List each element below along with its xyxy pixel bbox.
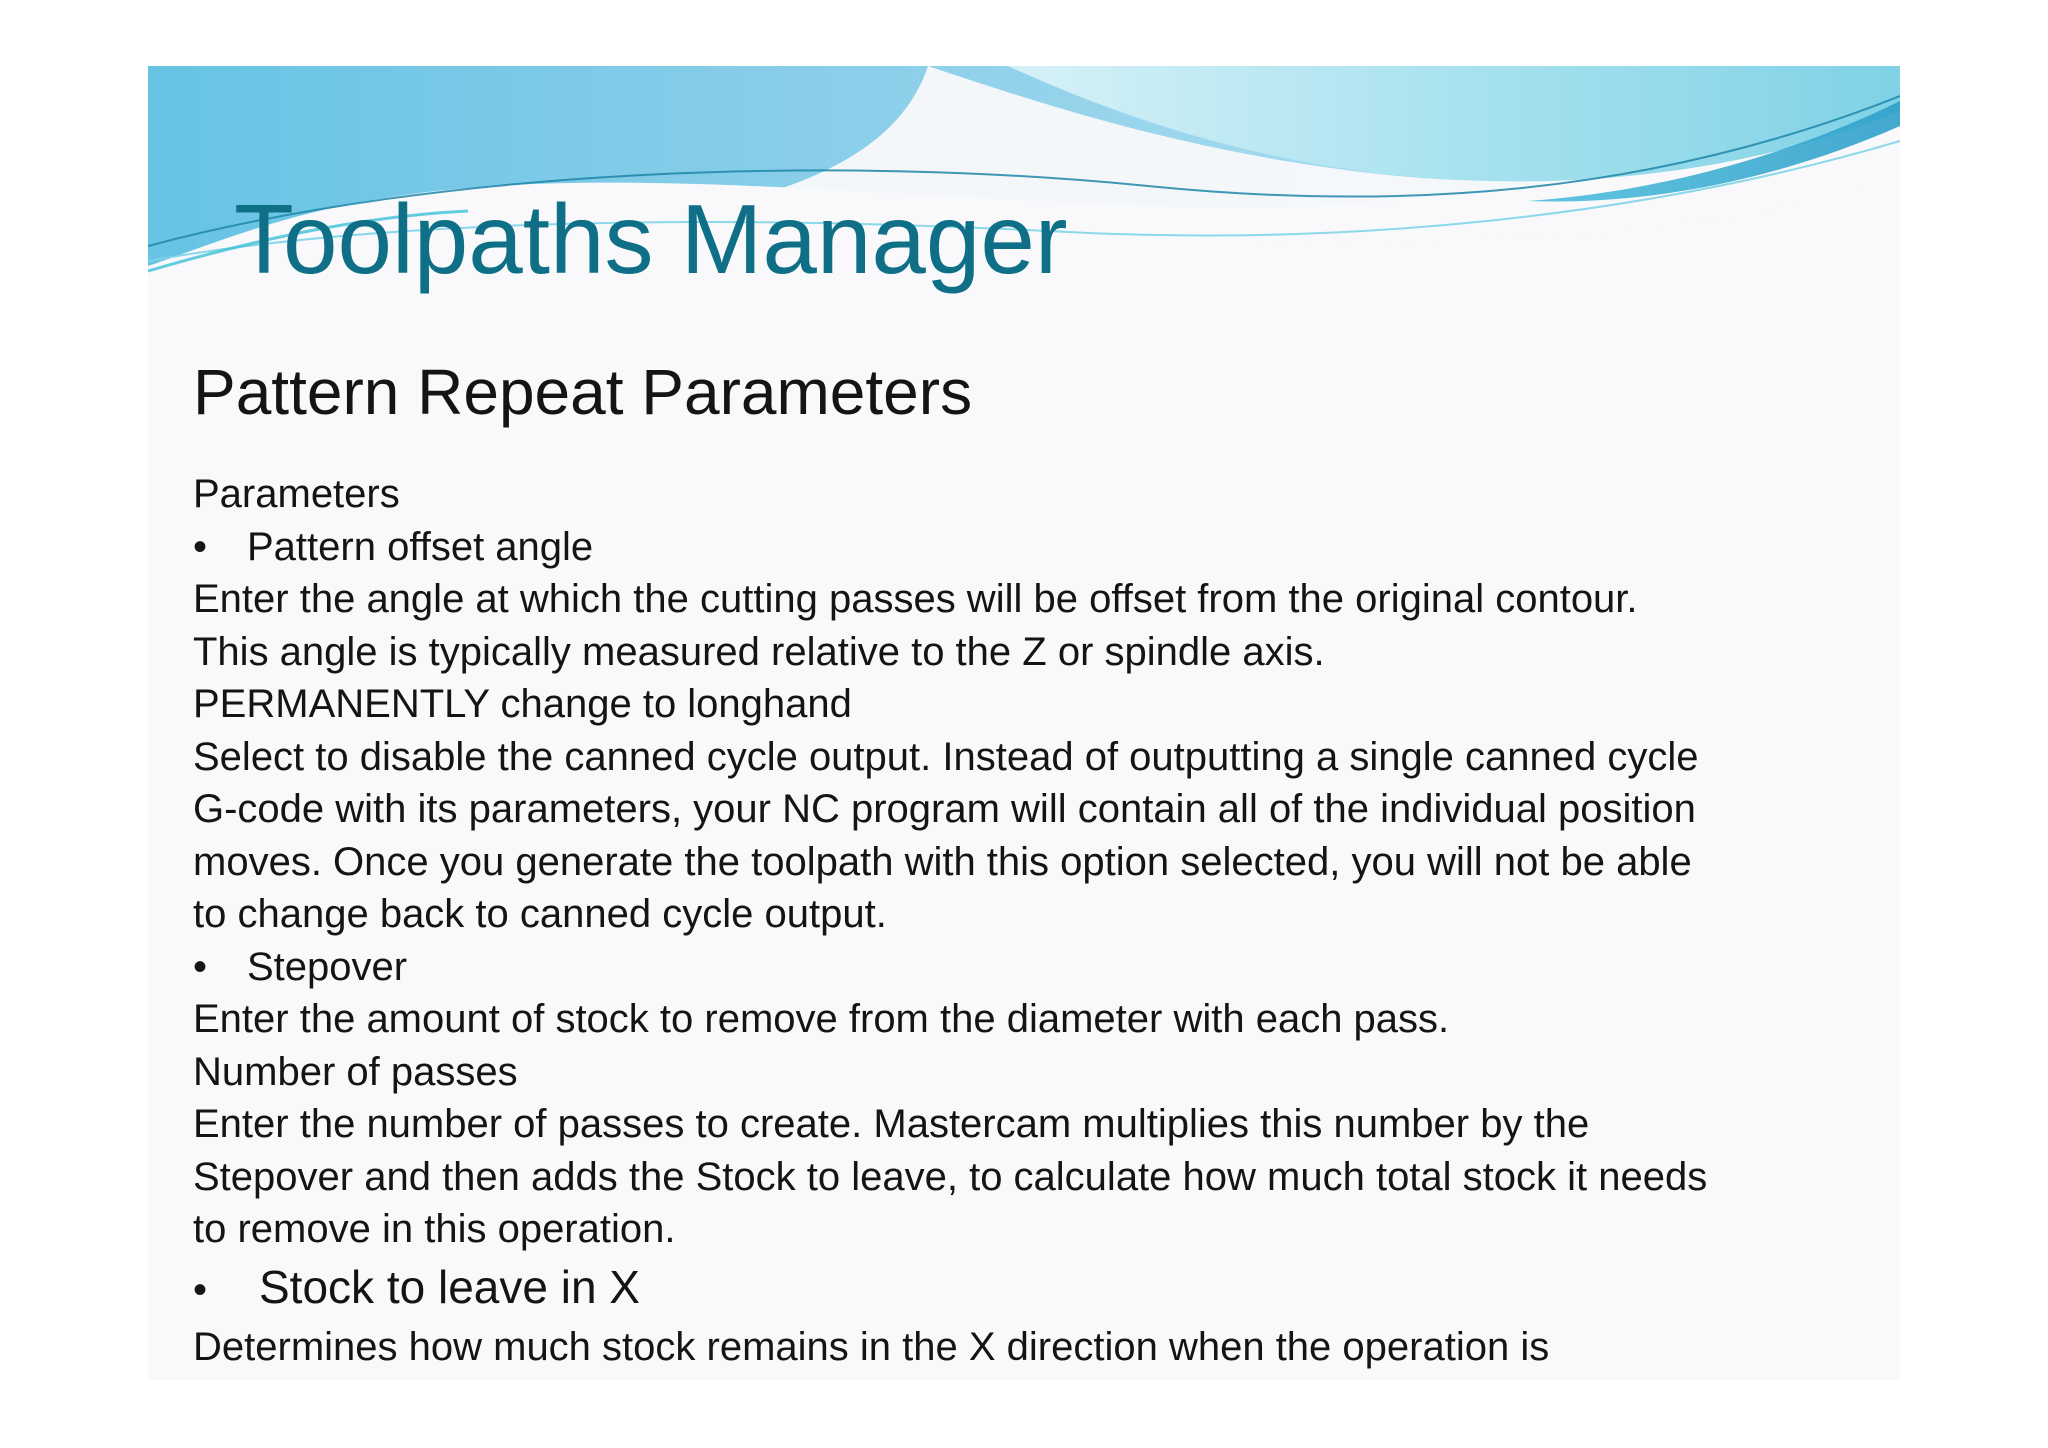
angle-description-line-2: This angle is typically measured relative to the Z or spindle axis.: [193, 629, 1325, 674]
parameters-label: Parameters: [193, 472, 400, 516]
canned-cycle-paragraph: [193, 731, 1873, 941]
bullet-icon: •: [193, 524, 208, 569]
slide-body: [193, 468, 1873, 1373]
paragraph-line: to remove in this operation.: [193, 1207, 676, 1251]
bullet-text: Stepover: [247, 944, 408, 989]
slide-title: Toolpaths Manager: [234, 184, 1068, 294]
section-heading: Pattern Repeat Parameters: [193, 356, 973, 428]
bullet-text: Pattern offset angle: [247, 524, 594, 569]
paragraph-line: Stepover and then adds the Stock to leave, to calculate how much total stock it needs: [193, 1154, 1708, 1199]
bullet-text: Stock to leave in X: [259, 1260, 640, 1313]
bullet-stock-to-leave: [193, 1256, 1873, 1321]
angle-description-line-1: Enter the angle at which the cutting passes will be offset from the original contour.: [193, 577, 1638, 621]
paragraph-line: Enter the number of passes to create. Mastercam multiplies this number by the: [193, 1102, 1590, 1146]
permanently-longhand-label: PERMANENTLY change to longhand: [193, 682, 852, 726]
bullet-stepover: [193, 941, 1873, 994]
number-of-passes-label: Number of passes: [193, 1049, 518, 1094]
passes-paragraph: [193, 1098, 1873, 1256]
paragraph-line: moves. Once you generate the toolpath with this option selected, you will not be able: [193, 839, 1692, 884]
stock-to-leave-description: Determines how much stock remains in the X direction when the operation is: [193, 1324, 1550, 1369]
paragraph-line: G-code with its parameters, your NC program will contain all of the individual position: [193, 787, 1696, 831]
bullet-pattern-offset-angle: [193, 521, 1873, 574]
stepover-description: Enter the amount of stock to remove from the diameter with each pass.: [193, 997, 1450, 1041]
bullet-icon: •: [193, 944, 208, 989]
slide: [148, 66, 1900, 1380]
paragraph-line: Select to disable the canned cycle output. Instead of outputting a single canned cycle: [193, 734, 1699, 779]
bullet-icon: •: [193, 1267, 208, 1312]
paragraph-line: to change back to canned cycle output.: [193, 892, 887, 936]
